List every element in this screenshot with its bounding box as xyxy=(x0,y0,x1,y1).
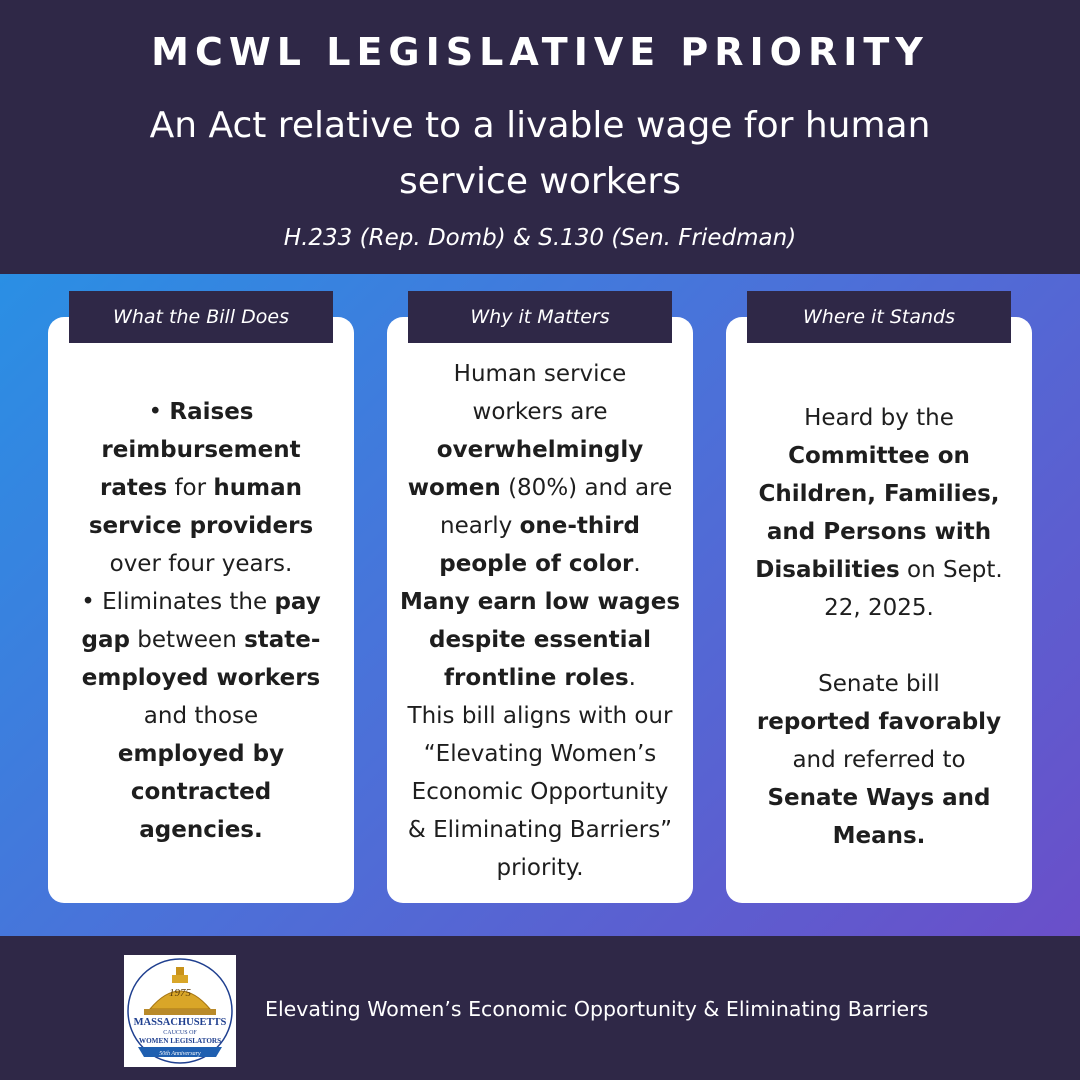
text: Senate bill xyxy=(818,671,940,697)
text: over four years. xyxy=(109,551,293,577)
text: (80%) and are xyxy=(500,475,673,501)
card-line xyxy=(54,583,348,621)
caucus-logo xyxy=(124,955,236,1067)
bold-text: gap xyxy=(81,627,130,653)
card-line xyxy=(54,507,348,545)
bold-text: agencies. xyxy=(139,817,263,843)
card-line xyxy=(54,811,348,849)
card-line xyxy=(732,665,1026,703)
card-line xyxy=(54,735,348,773)
card-line xyxy=(393,735,687,773)
text: . xyxy=(633,551,641,577)
bold-text: Disabilities xyxy=(755,557,900,583)
card-where-it-stands xyxy=(726,317,1032,903)
text: • Eliminates the xyxy=(81,589,275,615)
card-line xyxy=(54,431,348,469)
bold-text: and Persons with xyxy=(766,519,992,545)
bold-text: people of color xyxy=(439,551,634,577)
bold-text: pay xyxy=(274,589,321,615)
card-line xyxy=(54,621,348,659)
bold-text: reported favorably xyxy=(756,709,1002,735)
bold-text: frontline roles xyxy=(444,665,629,691)
card-line xyxy=(732,627,1026,665)
bold-text: Senate Ways and xyxy=(767,785,991,811)
card-line xyxy=(54,545,348,583)
logo-year: 1975 xyxy=(169,987,191,999)
logo-line2: CAUCUS OF xyxy=(163,1030,197,1036)
text: . xyxy=(628,665,636,691)
bold-text: Means. xyxy=(832,823,926,849)
text: priority. xyxy=(496,855,584,881)
bold-text: Many earn low wages xyxy=(399,589,681,615)
card-line xyxy=(732,703,1026,741)
card-line xyxy=(393,355,687,393)
card-line xyxy=(393,583,687,621)
card-what-the-bill-does xyxy=(48,317,354,903)
text: nearly xyxy=(440,513,520,539)
bill-title: An Act relative to a livable wage for human service workers xyxy=(149,105,931,202)
text: on Sept. xyxy=(899,557,1003,583)
text: and referred to xyxy=(792,747,966,773)
card-line xyxy=(393,773,687,811)
card-line xyxy=(732,779,1026,817)
card-line xyxy=(732,741,1026,779)
text: Economic Opportunity xyxy=(411,779,669,805)
kicker-heading: MCWL LEGISLATIVE PRIORITY xyxy=(151,30,929,74)
text: workers are xyxy=(472,399,608,425)
logo-line3: WOMEN LEGISLATORS xyxy=(138,1037,222,1045)
header xyxy=(0,0,1080,274)
text: Heard by the xyxy=(804,405,954,431)
card-line xyxy=(393,507,687,545)
card-line xyxy=(732,589,1026,627)
card-body-where xyxy=(732,399,1026,855)
card-line xyxy=(393,811,687,849)
card-line xyxy=(393,659,687,697)
card-line xyxy=(732,437,1026,475)
bold-text: employed by xyxy=(117,741,285,767)
bold-text: one-third xyxy=(519,513,640,539)
card-line xyxy=(54,659,348,697)
bold-text: human xyxy=(213,475,302,501)
text: & Eliminating Barriers” xyxy=(407,817,673,843)
bold-text: despite essential xyxy=(429,627,651,653)
card-line xyxy=(393,621,687,659)
card-tab-why: Why it Matters xyxy=(408,291,672,343)
card-body-why xyxy=(393,355,687,887)
text: “Elevating Women’s xyxy=(423,741,657,767)
text: for xyxy=(167,475,214,501)
bold-text: state- xyxy=(244,627,321,653)
card-line xyxy=(54,773,348,811)
card-line xyxy=(732,551,1026,589)
state-house-dome-icon xyxy=(124,955,236,1067)
card-line xyxy=(732,817,1026,855)
bold-text: Children, Families, xyxy=(758,481,1000,507)
logo-ribbon: 50th Anniversary xyxy=(159,1051,201,1057)
bold-text: Raises xyxy=(169,399,254,425)
card-line xyxy=(393,431,687,469)
bold-text: rates xyxy=(99,475,168,501)
card-line xyxy=(54,697,348,735)
bold-text: Committee on xyxy=(788,443,970,469)
text: 22, 2025. xyxy=(824,595,934,621)
text: Human service xyxy=(453,361,627,387)
card-tab-where: Where it Stands xyxy=(747,291,1011,343)
bold-text: reimbursement xyxy=(101,437,301,463)
logo-line1: MASSACHUSETTS xyxy=(133,1017,227,1028)
card-line xyxy=(732,513,1026,551)
card-why-it-matters xyxy=(387,317,693,903)
card-line xyxy=(54,469,348,507)
card-tab-what: What the Bill Does xyxy=(69,291,333,343)
bold-text: employed workers xyxy=(81,665,321,691)
card-line xyxy=(732,475,1026,513)
bold-text: overwhelmingly xyxy=(436,437,644,463)
card-line xyxy=(393,393,687,431)
text: This bill aligns with our xyxy=(407,703,673,729)
bill-numbers: H.233 (Rep. Domb) & S.130 (Sen. Friedman) xyxy=(283,225,797,251)
card-line xyxy=(732,399,1026,437)
card-line xyxy=(393,469,687,507)
card-line xyxy=(393,545,687,583)
card-body-what xyxy=(54,393,348,849)
footer-tagline: Elevating Women’s Economic Opportunity & Eliminating Barriers xyxy=(265,997,929,1021)
card-line xyxy=(54,393,348,431)
text: • xyxy=(148,399,170,425)
text: between xyxy=(130,627,245,653)
bold-text: contracted xyxy=(130,779,272,805)
card-line xyxy=(393,849,687,887)
bold-text: service providers xyxy=(88,513,314,539)
bold-text: women xyxy=(407,475,501,501)
card-line xyxy=(393,697,687,735)
text: and those xyxy=(143,703,259,729)
